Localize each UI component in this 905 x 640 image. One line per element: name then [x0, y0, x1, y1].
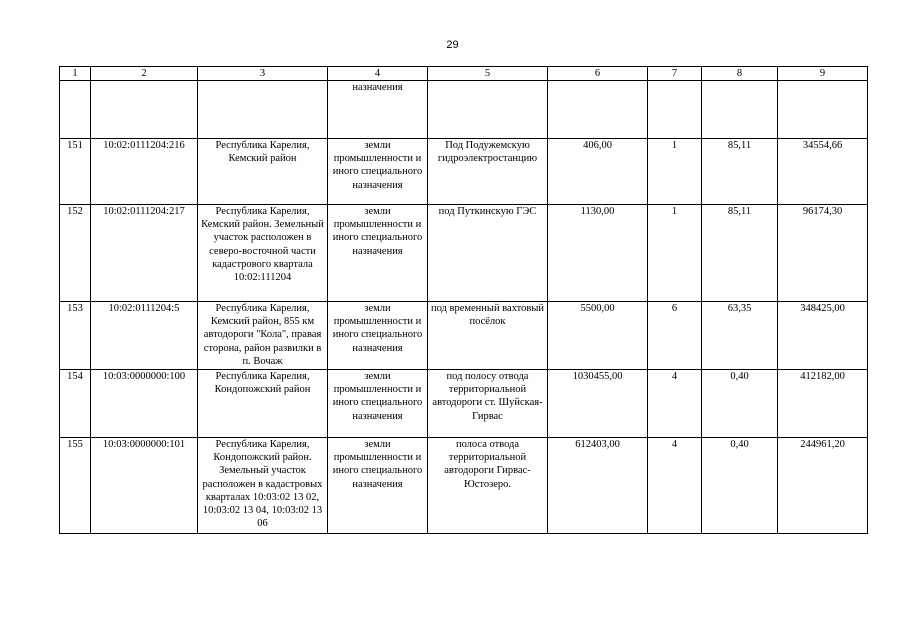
column-header: 4 [328, 67, 428, 81]
row-number-cell: 154 [60, 370, 91, 438]
table-cell [702, 81, 778, 139]
column-header: 2 [91, 67, 198, 81]
row-number-cell: 151 [60, 139, 91, 205]
column-header: 5 [428, 67, 548, 81]
continuation-row [60, 81, 868, 139]
group-cell: 6 [648, 302, 702, 370]
cadastral-number-cell: 10:03:0000000:101 [91, 438, 198, 534]
row-number-cell: 155 [60, 438, 91, 534]
column-header-row [60, 67, 868, 81]
location-cell: Республика Карелия, Кемский район [198, 139, 328, 205]
cadastral-number-cell: 10:02:0111204:216 [91, 139, 198, 205]
category-cell: назначения [328, 81, 428, 139]
column-header: 1 [60, 67, 91, 81]
value-cell: 348425,00 [778, 302, 868, 370]
rate-cell: 85,11 [702, 205, 778, 302]
rate-cell: 63,35 [702, 302, 778, 370]
use-cell: полоса отвода территориальной автодороги Гирвас-Юстозеро. [428, 438, 548, 534]
table-row [60, 370, 868, 438]
rate-cell: 0,40 [702, 438, 778, 534]
column-header: 8 [702, 67, 778, 81]
table-row [60, 205, 868, 302]
group-cell: 1 [648, 205, 702, 302]
category-cell: земли промышленности и иного специального назначения [328, 370, 428, 438]
table-cell [548, 81, 648, 139]
rate-cell: 0,40 [702, 370, 778, 438]
use-cell: под полосу отвода территориальной автодороги ст. Шуйская-Гирвас [428, 370, 548, 438]
table-row [60, 139, 868, 205]
group-cell: 4 [648, 370, 702, 438]
use-cell: под временный вахтовый посёлок [428, 302, 548, 370]
cadastral-number-cell: 10:02:0111204:217 [91, 205, 198, 302]
category-cell: земли промышленности и иного специального назначения [328, 438, 428, 534]
value-cell: 96174,30 [778, 205, 868, 302]
location-cell: Республика Карелия, Кондопожский район. Земельный участок расположен в кадастровых кварталах 10:03:02 13 02, 10:03:02 13 04, 10:03:02 13 06 [198, 438, 328, 534]
cadastral-number-cell: 10:02:0111204:5 [91, 302, 198, 370]
row-number-cell: 152 [60, 205, 91, 302]
value-cell: 412182,00 [778, 370, 868, 438]
use-cell: под Путкинскую ГЭС [428, 205, 548, 302]
value-cell: 244961,20 [778, 438, 868, 534]
table-cell [428, 81, 548, 139]
area-cell: 5500,00 [548, 302, 648, 370]
category-cell: земли промышленности и иного специального назначения [328, 139, 428, 205]
group-cell: 1 [648, 139, 702, 205]
table-row [60, 438, 868, 534]
column-header: 7 [648, 67, 702, 81]
table-cell [91, 81, 198, 139]
category-cell: земли промышленности и иного специального назначения [328, 205, 428, 302]
table-cell [198, 81, 328, 139]
value-cell: 34554,66 [778, 139, 868, 205]
location-cell: Республика Карелия, Кемский район, 855 км автодороги "Кола", правая сторона, район развилки в п. Вочаж [198, 302, 328, 370]
area-cell: 1030455,00 [548, 370, 648, 438]
cadastral-number-cell: 10:03:0000000:100 [91, 370, 198, 438]
land-registry-table [59, 66, 868, 534]
column-header: 3 [198, 67, 328, 81]
rate-cell: 85,11 [702, 139, 778, 205]
column-header: 6 [548, 67, 648, 81]
use-cell: Под Подужемскую гидроэлектростанцию [428, 139, 548, 205]
category-cell: земли промышленности и иного специального назначения [328, 302, 428, 370]
table-row [60, 302, 868, 370]
location-cell: Республика Карелия, Кондопожский район [198, 370, 328, 438]
area-cell: 612403,00 [548, 438, 648, 534]
area-cell: 406,00 [548, 139, 648, 205]
column-header: 9 [778, 67, 868, 81]
page-number: 29 [446, 39, 459, 51]
table-cell [648, 81, 702, 139]
table-cell [60, 81, 91, 139]
group-cell: 4 [648, 438, 702, 534]
location-cell: Республика Карелия, Кемский район. Земельный участок расположен в северо-восточной части кадастрового квартала 10:02:111204 [198, 205, 328, 302]
table-cell [778, 81, 868, 139]
row-number-cell: 153 [60, 302, 91, 370]
area-cell: 1130,00 [548, 205, 648, 302]
